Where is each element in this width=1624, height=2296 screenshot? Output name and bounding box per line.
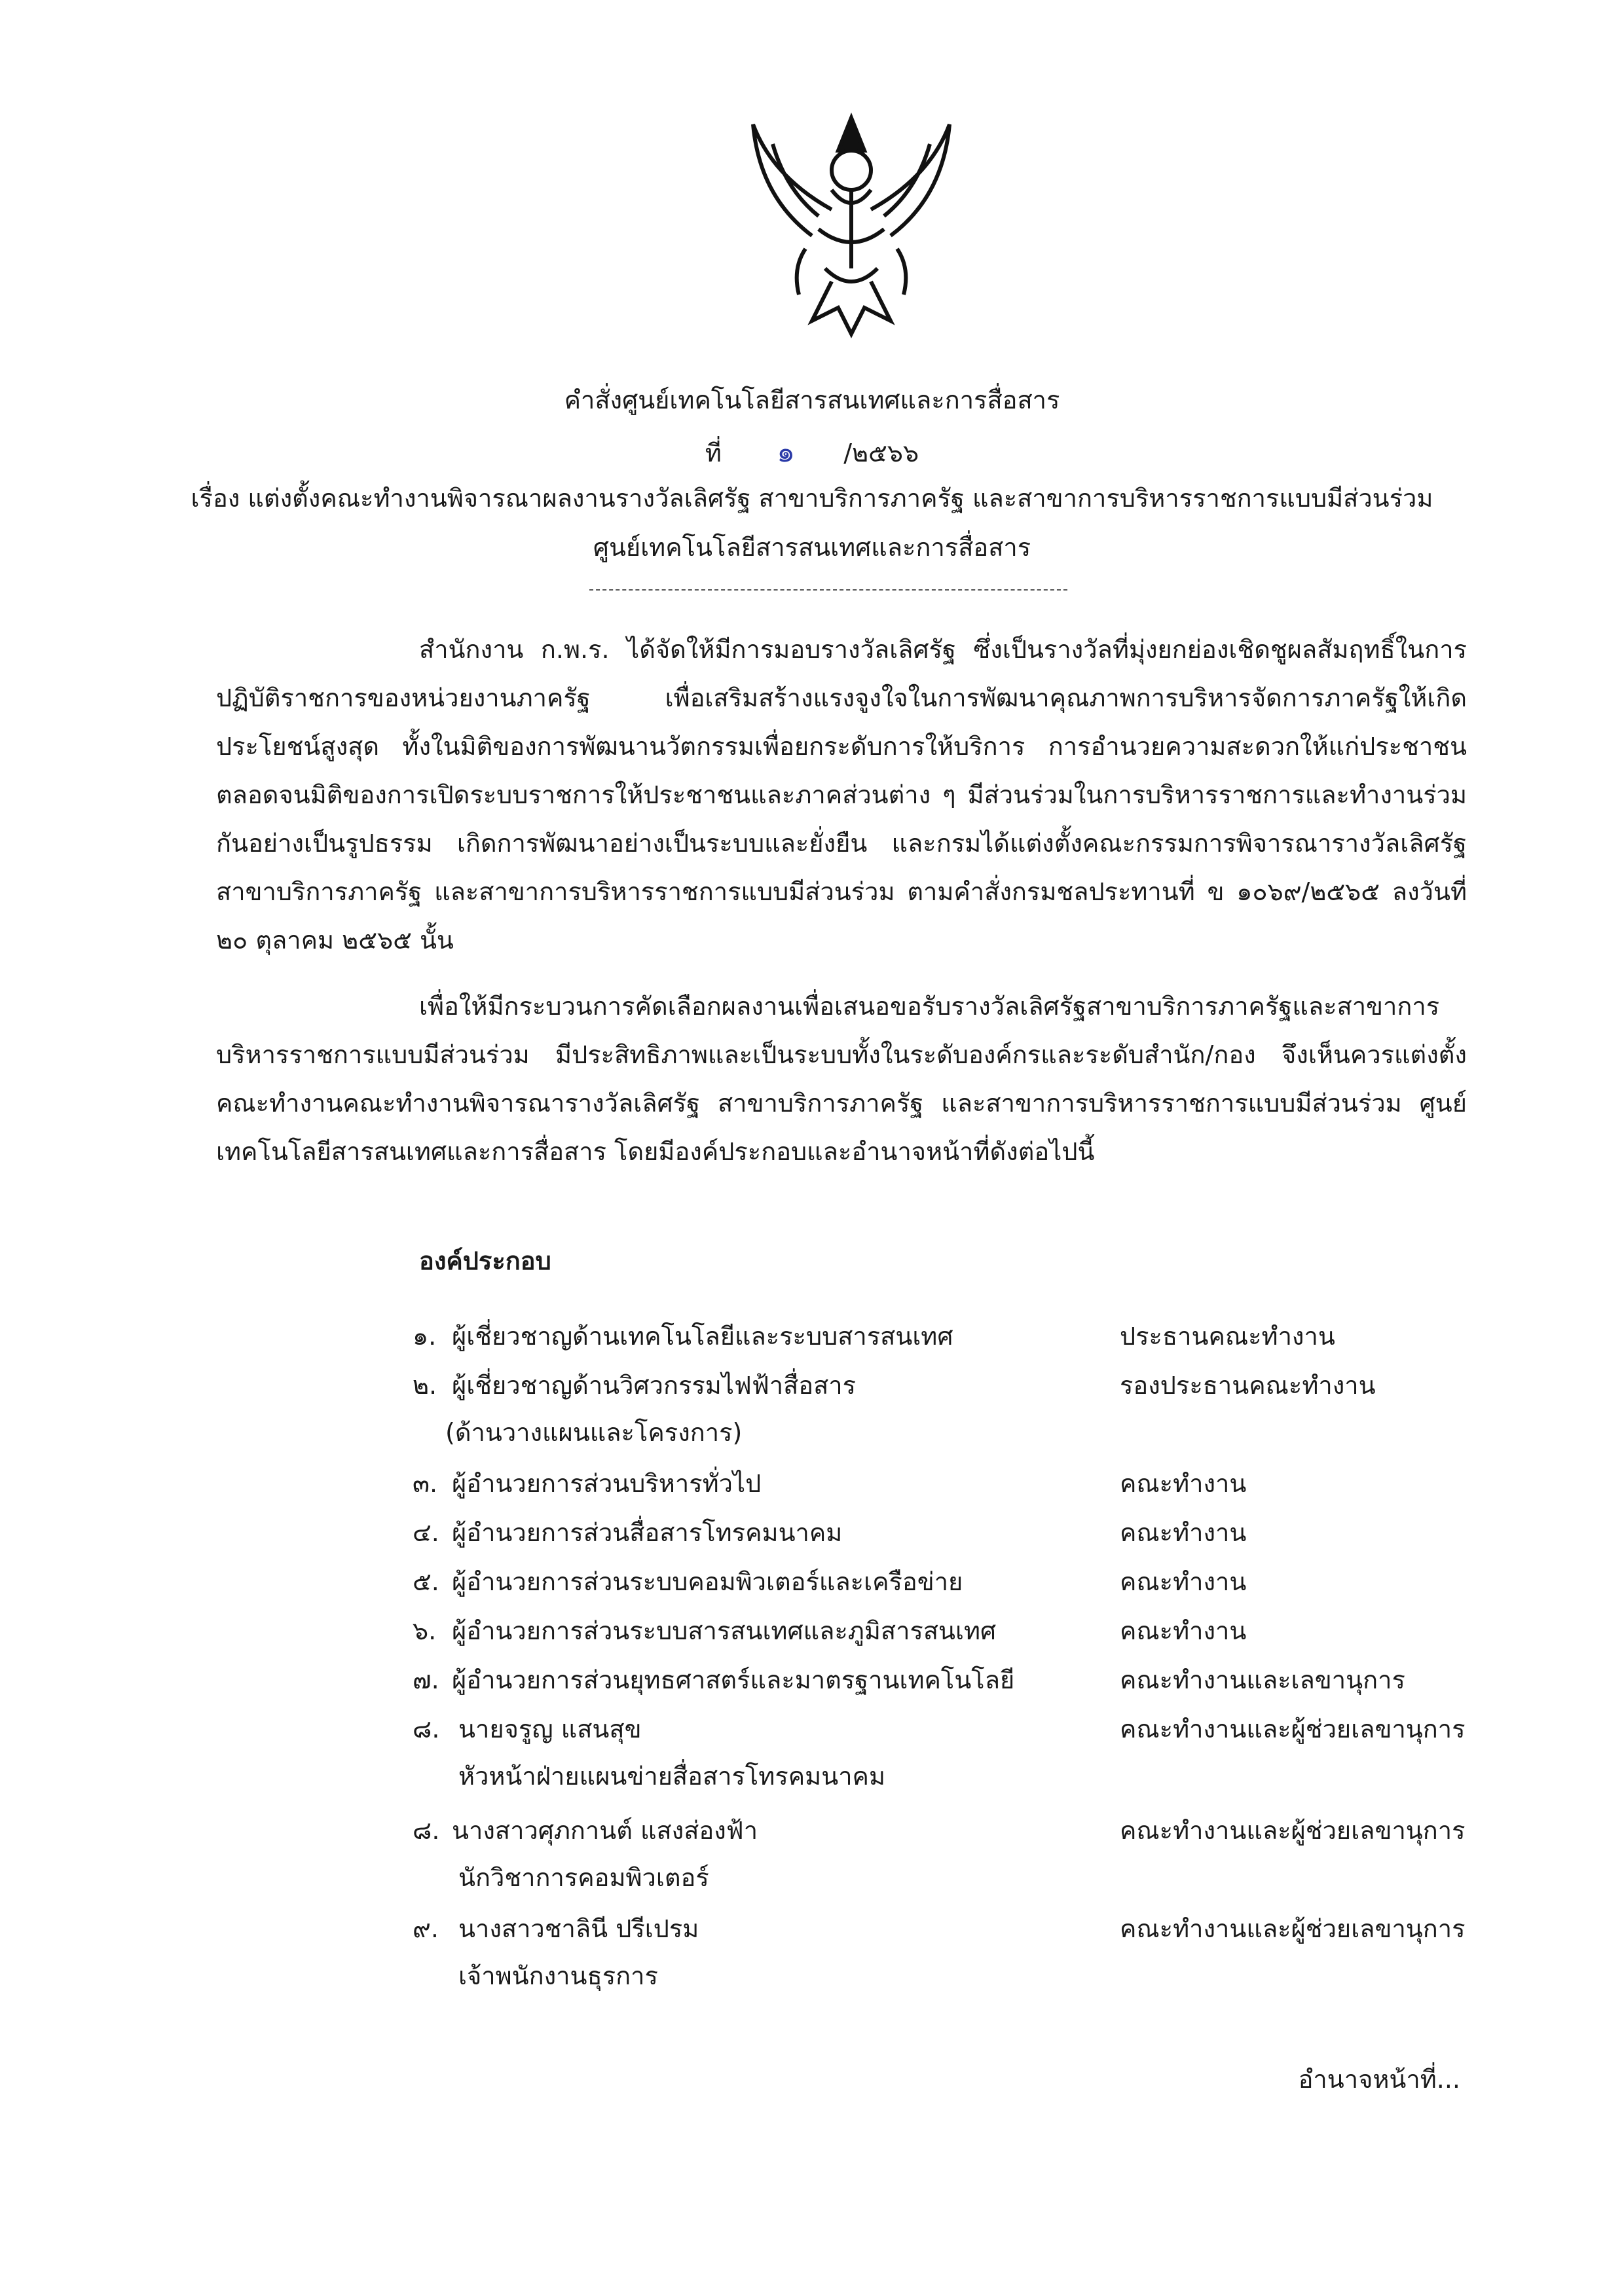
member-name: นางสาวชาลินี ปรีเปรม	[458, 1914, 699, 1943]
order-number	[0, 429, 1624, 475]
member-name: ผู้อำนวยการส่วนบริหารทั่วไป	[452, 1469, 762, 1498]
member-subtitle: นักวิชาการคอมพิวเตอร์	[458, 1863, 709, 1892]
member-name: ผู้อำนวยการส่วนยุทธศาสตร์และมาตรฐานเทคโนโลยี	[452, 1666, 1015, 1694]
member-number: ๔.	[413, 1518, 439, 1547]
member-subtitle: (ด้านวางแผนและโครงการ)	[445, 1418, 743, 1447]
member-role: ประธานคณะทำงาน	[1120, 1322, 1335, 1351]
paragraph-2-text: เพื่อให้มีกระบวนการคัดเลือกผลงานเพื่อเสนอขอรับรางวัลเลิศรัฐสาขาบริการภาครัฐและสาขาการบริหารราชการแบบมีส่วนร่วม มีประสิทธิภาพและเป็นระบบทั้งในระดับองค์กรและระดับสำนัก/กอง จึงเห็นควรแต่งตั้งคณะทำงานคณะทำงานพิจารณารางวัลเลิศรัฐ สาขาบริการภาครัฐ และสาขาการบริหารราชการแบบมีส่วนร่วม ศูนย์เทคโนโลยีสารสนเทศและการสื่อสาร โดยมีองค์ประกอบและอำนาจหน้าที่ดังต่อไปนี้	[216, 992, 1467, 1166]
member-number: ๒.	[413, 1371, 437, 1400]
member-number: ๖.	[413, 1616, 437, 1645]
member-number: ๑.	[413, 1322, 437, 1351]
member-name: ผู้อำนวยการส่วนระบบสารสนเทศและภูมิสารสนเทศ	[452, 1616, 997, 1645]
member-role: คณะทำงานและผู้ช่วยเลขานุการ	[1120, 1715, 1466, 1743]
member-number: ๙.	[413, 1914, 439, 1943]
subject-line-1: เรื่อง แต่งตั้งคณะทำงานพิจารณาผลงานรางวัลเลิศรัฐ สาขาบริการภาครัฐ และสาขาการบริหารราชการแบบมีส่วนร่วม	[191, 484, 1433, 513]
member-name: นายจรูญ แสนสุข	[458, 1715, 642, 1743]
body-paragraph-1	[216, 625, 1467, 964]
member-role: คณะทำงาน	[1120, 1616, 1247, 1645]
member-subtitle: เจ้าพนักงานธุรการ	[458, 1961, 658, 1990]
member-role: คณะทำงาน	[1120, 1469, 1247, 1498]
member-role: คณะทำงาน	[1120, 1567, 1247, 1596]
member-role: คณะทำงานและผู้ช่วยเลขานุการ	[1120, 1816, 1466, 1845]
member-role: รองประธานคณะทำงาน	[1120, 1371, 1376, 1400]
body-paragraph-2	[216, 982, 1467, 1176]
continued-footer: อำนาจหน้าที่...	[1298, 2065, 1460, 2094]
member-number: ๓.	[413, 1469, 438, 1498]
member-role: คณะทำงาน	[1120, 1518, 1247, 1547]
member-name: ผู้เชี่ยวชาญด้านเทคโนโลยีและระบบสารสนเทศ	[452, 1322, 953, 1351]
member-number: ๗.	[413, 1666, 439, 1694]
member-name: นางสาวศุภกานต์ แสงส่องฟ้า	[452, 1816, 758, 1845]
order-title: คำสั่งศูนย์เทคโนโลยีสารสนเทศและการสื่อสาร	[564, 386, 1060, 414]
member-number: ๕.	[413, 1567, 439, 1596]
member-number: ๘.	[413, 1816, 440, 1845]
subject-line-2: ศูนย์เทคโนโลยีสารสนเทศและการสื่อสาร	[593, 533, 1031, 562]
order-number-year: /๒๕๖๖	[843, 439, 919, 467]
member-role: คณะทำงานและผู้ช่วยเลขานุการ	[1120, 1914, 1466, 1943]
member-role: คณะทำงานและเลขานุการ	[1120, 1666, 1405, 1694]
order-number-prefix: ที่	[705, 439, 722, 467]
header-divider	[589, 589, 1067, 591]
garuda-emblem-icon	[733, 98, 969, 347]
order-number-value: ๑	[777, 435, 796, 469]
member-name: ผู้อำนวยการส่วนสื่อสารโทรคมนาคม	[452, 1518, 843, 1547]
member-name: ผู้เชี่ยวชาญด้านวิศวกรรมไฟฟ้าสื่อสาร	[452, 1371, 857, 1400]
composition-heading: องค์ประกอบ	[419, 1247, 551, 1275]
paragraph-1-text: สำนักงาน ก.พ.ร. ได้จัดให้มีการมอบรางวัลเลิศรัฐ ซึ่งเป็นรางวัลที่มุ่งยกย่องเชิดชูผลสัมฤทธิ์ในการปฏิบัติราชการของหน่วยงานภาครัฐ เพื่อเสริมสร้างแรงจูงใจในการพัฒนาคุณภาพการบริหารจัดการภาครัฐให้เกิดประโยชน์สูงสุด ทั้งในมิติของการพัฒนานวัตกรรมเพื่อยกระดับการให้บริการ การอำนวยความสะดวกให้แก่ประชาชน ตลอดจนมิติของการเปิดระบบราชการให้ประชาชนและภาคส่วนต่าง ๆ มีส่วนร่วมในการบริหารราชการและทำงานร่วมกันอย่างเป็นรูปธรรม เกิดการพัฒนาอย่างเป็นระบบและยั่งยืน และกรมได้แต่งตั้งคณะกรรมการพิจารณารางวัลเลิศรัฐ สาขาบริการภาครัฐ และสาขาการบริหารราชการแบบมีส่วนร่วม ตามคำสั่งกรมชลประทานที่ ข ๑๐๖๙/๒๕๖๕ ลงวันที่ ๒๐ ตุลาคม ๒๕๖๕ นั้น	[216, 635, 1467, 955]
member-subtitle: หัวหน้าฝ่ายแผนข่ายสื่อสารโทรคมนาคม	[458, 1762, 886, 1791]
member-number: ๘.	[413, 1715, 440, 1743]
member-name: ผู้อำนวยการส่วนระบบคอมพิวเตอร์และเครือข่าย	[452, 1567, 963, 1596]
